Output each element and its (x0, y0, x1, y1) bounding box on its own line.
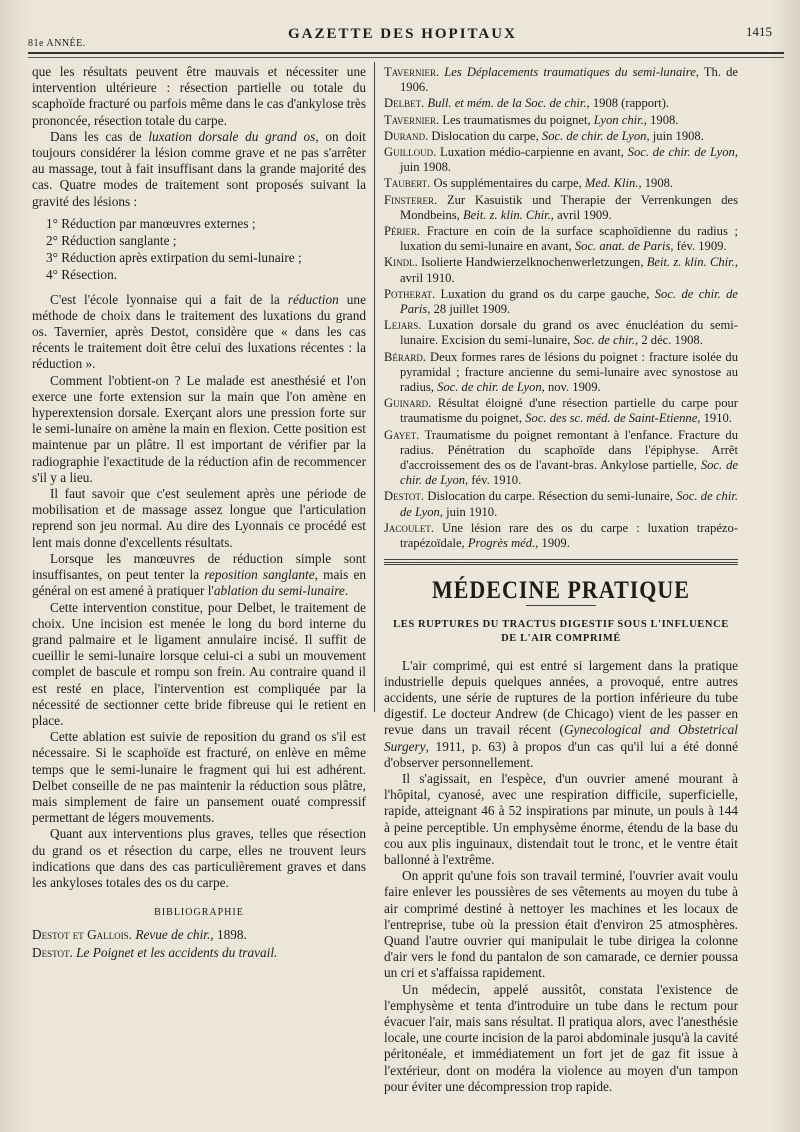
bibliography-entry: Destot. Le Poignet et les accidents du travail. (32, 944, 278, 960)
paragraph: On apprit qu'une fois son travail terminé, l'ouvrier avait voulu faire enlever les poussières de ses vêtements au moyen du tube à air comprimé destiné à nettoyer les machines et les locaux de l'entreprise, tube où la pression était d'environ 25 atmosphères. Quand l'autre ouvrier qui manipulait le tube dirigea la colonne d'air vers le fond du pantalon de son camarade, ce dernier poussa un cri et s'affaissa rapidement. (384, 868, 738, 981)
list-item: 1° Réduction par manœuvres externes ; (46, 215, 256, 231)
section-divider (384, 559, 738, 560)
page-number: 1415 (746, 24, 772, 39)
paragraph: Quant aux interventions plus graves, telles que résection du grand os et résection du carpe, elles ne trouvent leurs indications que dans des cas particulièrement graves et dans les ankyloses totales des os du carpe. (32, 826, 366, 890)
bibliography-entry: Périer. Fracture en coin de la surface scaphoïdienne du radius ; luxation du semi-lunaire en avant, Soc. anat. de Paris, fév. 1909. (384, 224, 738, 254)
bibliography-entry: Destot et Gallois. Revue de chir., 1898. (32, 927, 247, 943)
bibliography-entry: Lejars. Luxation dorsale du grand os avec énucléation du semi-lunaire. Excision du semi-lunaire, Soc. de chir., 2 déc. 1908. (384, 318, 739, 348)
section-divider-double (384, 562, 738, 568)
title-rule (526, 605, 596, 606)
bibliography-continued (384, 65, 738, 551)
header-rule-thin (28, 57, 784, 58)
bibliography-entry: Tavernier. Les Déplacements traumatiques du semi-lunaire, Th. de 1906. (384, 65, 738, 95)
bibliography-entry: Potherat. Luxation du grand os du carpe gauche, Soc. de chir. de Paris, 28 juillet 1909. (384, 286, 738, 317)
header-rule (28, 52, 784, 54)
list-item: 2° Réduction sanglante ; (46, 233, 177, 249)
bibliography-entry: Destot. Dislocation du carpe. Résection du semi-lunaire, Soc. de chir. de Lyon, juin 1910. (384, 489, 738, 519)
paragraph: que les résultats peuvent être mauvais et nécessiter une intervention ultérieure : résection partielle ou totale du scaphoïde fracturé ou parfois même dans le cas d'ankylose très prononcée, résection totale du carpe. (32, 64, 366, 128)
bibliography-entry: Guilloud. Luxation médio-carpienne en avant, Soc. de chir. de Lyon, juin 1908. (384, 145, 738, 175)
list-item: 4° Résection. (46, 267, 118, 283)
bibliography-entry: Delbet. Bull. et mém. de la Soc. de chir., 1908 (rapport). (384, 96, 670, 111)
article-body (384, 658, 738, 1095)
bibliography-entry: Durand. Dislocation du carpe, Soc. de chir. de Lyon, juin 1908. (384, 128, 704, 143)
article-title: LES RUPTURES DU TRACTUS DIGESTIF SOUS L'INFLUENCE DE L'AIR COMPRIMÉ (393, 618, 729, 644)
paragraph: Comment l'obtient-on ? Le malade est anesthésié et l'on exerce une forte extension sur la main que l'on amène en hyperextension dorsale. Exerçant alors une pression forte sur le semi-lunaire on amène la main en flexion. Cette position est maintenue par un plâtre. Il est important de vérifier par la radiographie l'exactitude de la réduction afin de recommencer s'il y a lieu. (32, 372, 366, 485)
bibliography-entry: Taubert. Os supplémentaires du carpe, Med. Klin., 1908. (384, 176, 674, 191)
section-title: MÉDECINE PRATIQUE (431, 575, 690, 605)
bibliography-entry: Finsterer. Zur Kasuistik und Therapie der Verrenkungen des Mondbeins, Beit. z. klin. Chir., avril 1909. (384, 192, 738, 222)
right-column (384, 64, 738, 1095)
bibliography-entry: Kindl. Isolierte Handwierzelknochenwerletzungen, Beit. z. klin. Chir., avril 1910. (384, 255, 738, 285)
bibliography-heading: BIBLIOGRAPHIE (154, 907, 244, 919)
bibliography-entry: Tavernier. Les traumatismes du poignet, Lyon chir., 1908. (384, 112, 679, 127)
list-item: 3° Réduction après extirpation du semi-lunaire ; (46, 250, 302, 266)
column-divider (374, 62, 375, 712)
paragraph: Lorsque les manœuvres de réduction simple sont insuffisantes, on peut tenter la reposition sanglante, mais en général on est amené à pratiquer l'ablation du semi-lunaire. (32, 550, 367, 599)
bibliography-entry: Bérard. Deux formes rares de lésions du poignet : fracture isolée du pyramidal ; fracture ancienne du semi-lunaire avec synostose au radius, Soc. de chir. de Lyon, nov. 1909. (384, 349, 738, 395)
paragraph: Cette intervention constitue, pour Delbet, le traitement de choix. Une incision est menée le long du bord interne du grand palmaire et le ligament annulaire incisé. Il suffit de cueillir le semi-lunaire lorsque celui-ci a subi un mouvement complet de bascule et rompu son frein. Au contraire quand il est resté en place, l'intervention est compliquée par la nécessité de sectionner cette bride fibreuse qui le retient en place. (32, 599, 366, 728)
paragraph: Cette ablation est suivie de reposition du grand os s'il est nécessaire. Si le scaphoïde est fracturé, on enlève en même temps que le semi-lunaire le fragment qui lui est adhérent. Delbet conseille de ne pas maintenir la réduction sous plâtre, mais simplement de faire un pansement ouaté compressif permettant de légers mouvements. (32, 729, 366, 826)
paragraph: Il faut savoir que c'est seulement après une période de mobilisation et de massage assez longue que l'articulation reprend son jeu normal. Au dire des Lyonnais ce procédé est lent mais donne d'excellents résultats. (32, 486, 366, 550)
paragraph: C'est l'école lyonnaise qui a fait de la réduction une méthode de choix dans le traitement des luxations du grand os. Tavernier, après Destot, considère que « dans les cas récents le traitement doit être celui des luxations récentes : la réduction ». (32, 291, 366, 372)
paragraph: Il s'agissait, en l'espèce, d'un ouvrier amené mourant à l'hôpital, cyanosé, avec une respiration difficile, superficielle, rapide, atteignant 46 à 52 inspirations par minute, un pouls à 144 à peine perceptible. Un emphysème énorme, étendu de la base du cou aux plis inguinaux, distendait tout le tronc, et le ventre était ballonné à l'extrême. (384, 770, 738, 867)
bibliography-entry: Guinard. Résultat éloigné d'une résection partielle du carpe pour traumatisme du poignet, Soc. des sc. méd. de Saint-Etienne, 1910. (384, 396, 738, 426)
left-column (32, 64, 366, 962)
bibliography-entry: Gayet. Traumatisme du poignet remontant à l'enfance. Fracture du radius. Pénétration du scaphoïde dans l'épiphyse. Arrêt d'accroissement des os de l'avant-bras. Ankylose partielle, Soc. de chir. de Lyon, fév. 1910. (384, 427, 739, 488)
journal-title: GAZETTE DES HOPITAUX (288, 26, 517, 42)
treatment-list (46, 216, 366, 284)
bibliography-entry: Jacoulet. Une lésion rare des os du carpe : luxation trapézo-trapézoïdale, Progrès méd., 1909. (384, 520, 738, 551)
paragraph: Dans les cas de luxation dorsale du grand os, on doit toujours considérer la lésion comme grave et ne pas s'arrêter au massage, tout à fait insuffisant dans la grande majorité des cas. Quatre modes de traitement sont proposés suivant la gravité des lésions : (32, 128, 366, 209)
paragraph: Un médecin, appelé aussitôt, constata l'existence de l'emphysème et tenta d'introduire un tube dans le rectum pour évacuer l'air, mais sans résultat. Il pratiqua alors, avec l'anesthésie locale, une courte incision de la paroi abdominale jusqu'à la cavité péritonéale, et immédiatement un fort jet de gaz fit issue à l'extérieur, dont on modéra la violence au moyen d'un tampon pour éviter une décompression trop rapide. (384, 981, 738, 1094)
year-label: 81e ANNÉE. (28, 38, 86, 49)
paragraph: L'air comprimé, qui est entré si largement dans la pratique industrielle depuis quelques années, a provoqué, entre autres accidents, une série de ruptures de la portion inférieure du tube digestif. Le docteur Andrew (de Chicago) vient de les passer en revue dans un travail récent (Gynecological and Obstetrical Surgery, 1911, p. 63) à propos d'un cas qu'il lui a été donné d'observer personnellement. (384, 657, 738, 770)
